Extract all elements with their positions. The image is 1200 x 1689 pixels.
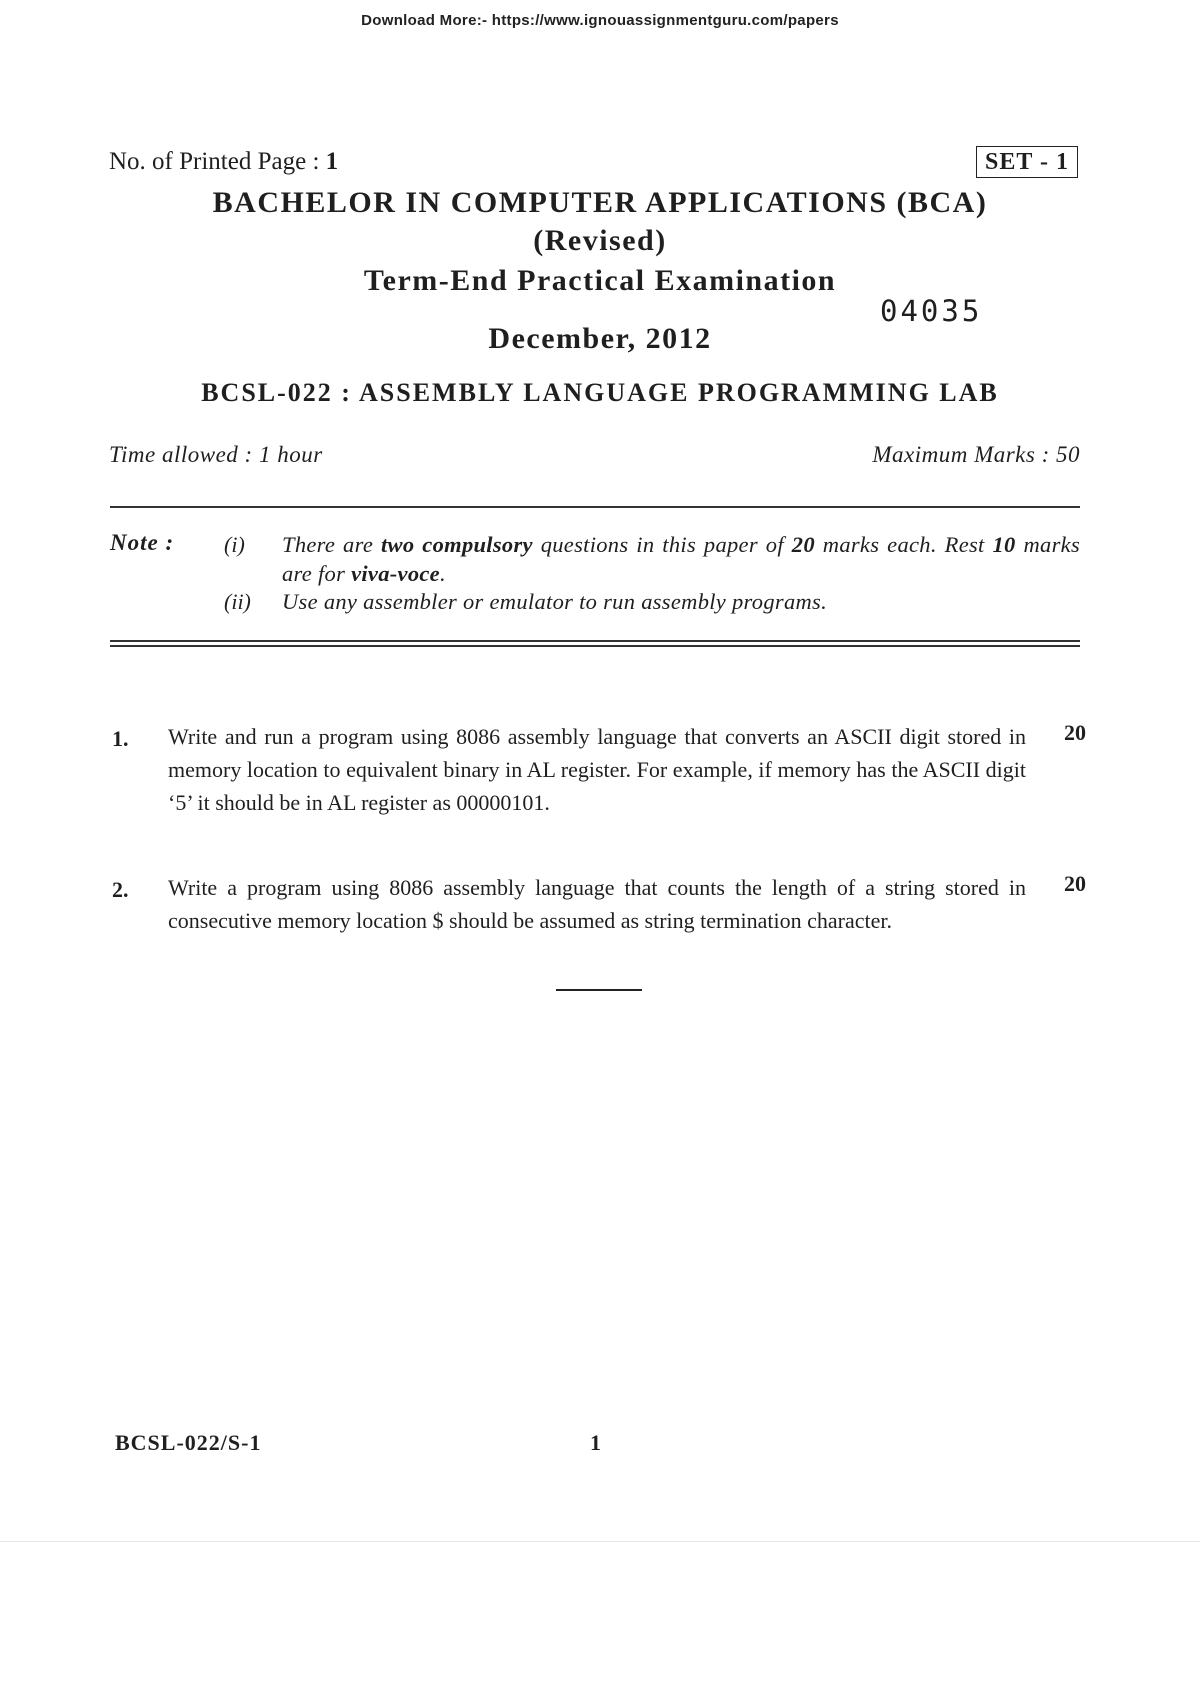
question-number: 1. [112,726,129,751]
download-link-text: Download More:- https://www.ignouassignmentguru.com/papers [361,12,839,29]
printed-page-count: 1 [325,148,339,175]
note-emphasis: 20 [791,532,815,557]
divider-top [110,506,1080,508]
note-text-part: marks are for [282,532,1080,586]
note-text-part: questions in this paper of [532,532,792,557]
maximum-marks: Maximum Marks : 50 [872,442,1080,467]
paper-code: 04035 [880,294,983,328]
divider-double-top [110,640,1080,642]
time-allowed: Time allowed : 1 hour [109,442,323,467]
exam-type: Term-End Practical Examination [363,264,837,297]
exam-date: December, 2012 [488,322,712,355]
note-text-part: marks each. Rest [814,532,993,557]
footer-page-number: 1 [590,1430,601,1455]
note-emphasis: 10 [992,532,1016,557]
question-text: Write a program using 8086 assembly language that counts the length of a string stored in consecutive memory location $ should be assumed as string termination character. [168,875,1026,933]
question-marks: 20 [1064,871,1086,896]
divider-double-bottom [110,645,1080,647]
printed-page-label: No. of Printed Page : [109,148,320,175]
question-number: 2. [112,877,129,902]
question-marks: 20 [1064,720,1086,745]
note-item [282,530,1080,588]
question-text: Write and run a program using 8086 assembly language that converts an ASCII digit stored in memory location to equivalent binary in AL register. For example, if memory has the ASCII digit ‘5’ it should be in AL register as 00000101. [168,724,1026,815]
note-text-part: . [439,561,446,586]
note-number: (ii) [224,589,251,614]
printed-page-info [109,148,338,176]
revised-label: (Revised) [533,224,667,257]
scan-edge-line [0,1541,1200,1542]
note-number: (i) [224,532,245,557]
note-item: Use any assembler or emulator to run assembly programs. [282,589,828,614]
note-emphasis: viva-voce [351,561,440,586]
course-title: BCSL-022 : ASSEMBLY LANGUAGE PROGRAMMING LAB [201,378,999,407]
note-label: Note : [110,530,175,555]
end-of-paper-rule [556,989,642,991]
footer-paper-code: BCSL-022/S-1 [115,1430,262,1455]
note-emphasis: two compulsory [381,532,533,557]
set-badge: SET - 1 [976,146,1078,178]
programme-title: BACHELOR IN COMPUTER APPLICATIONS (BCA) [212,186,988,219]
note-text-part: There are [282,532,381,557]
